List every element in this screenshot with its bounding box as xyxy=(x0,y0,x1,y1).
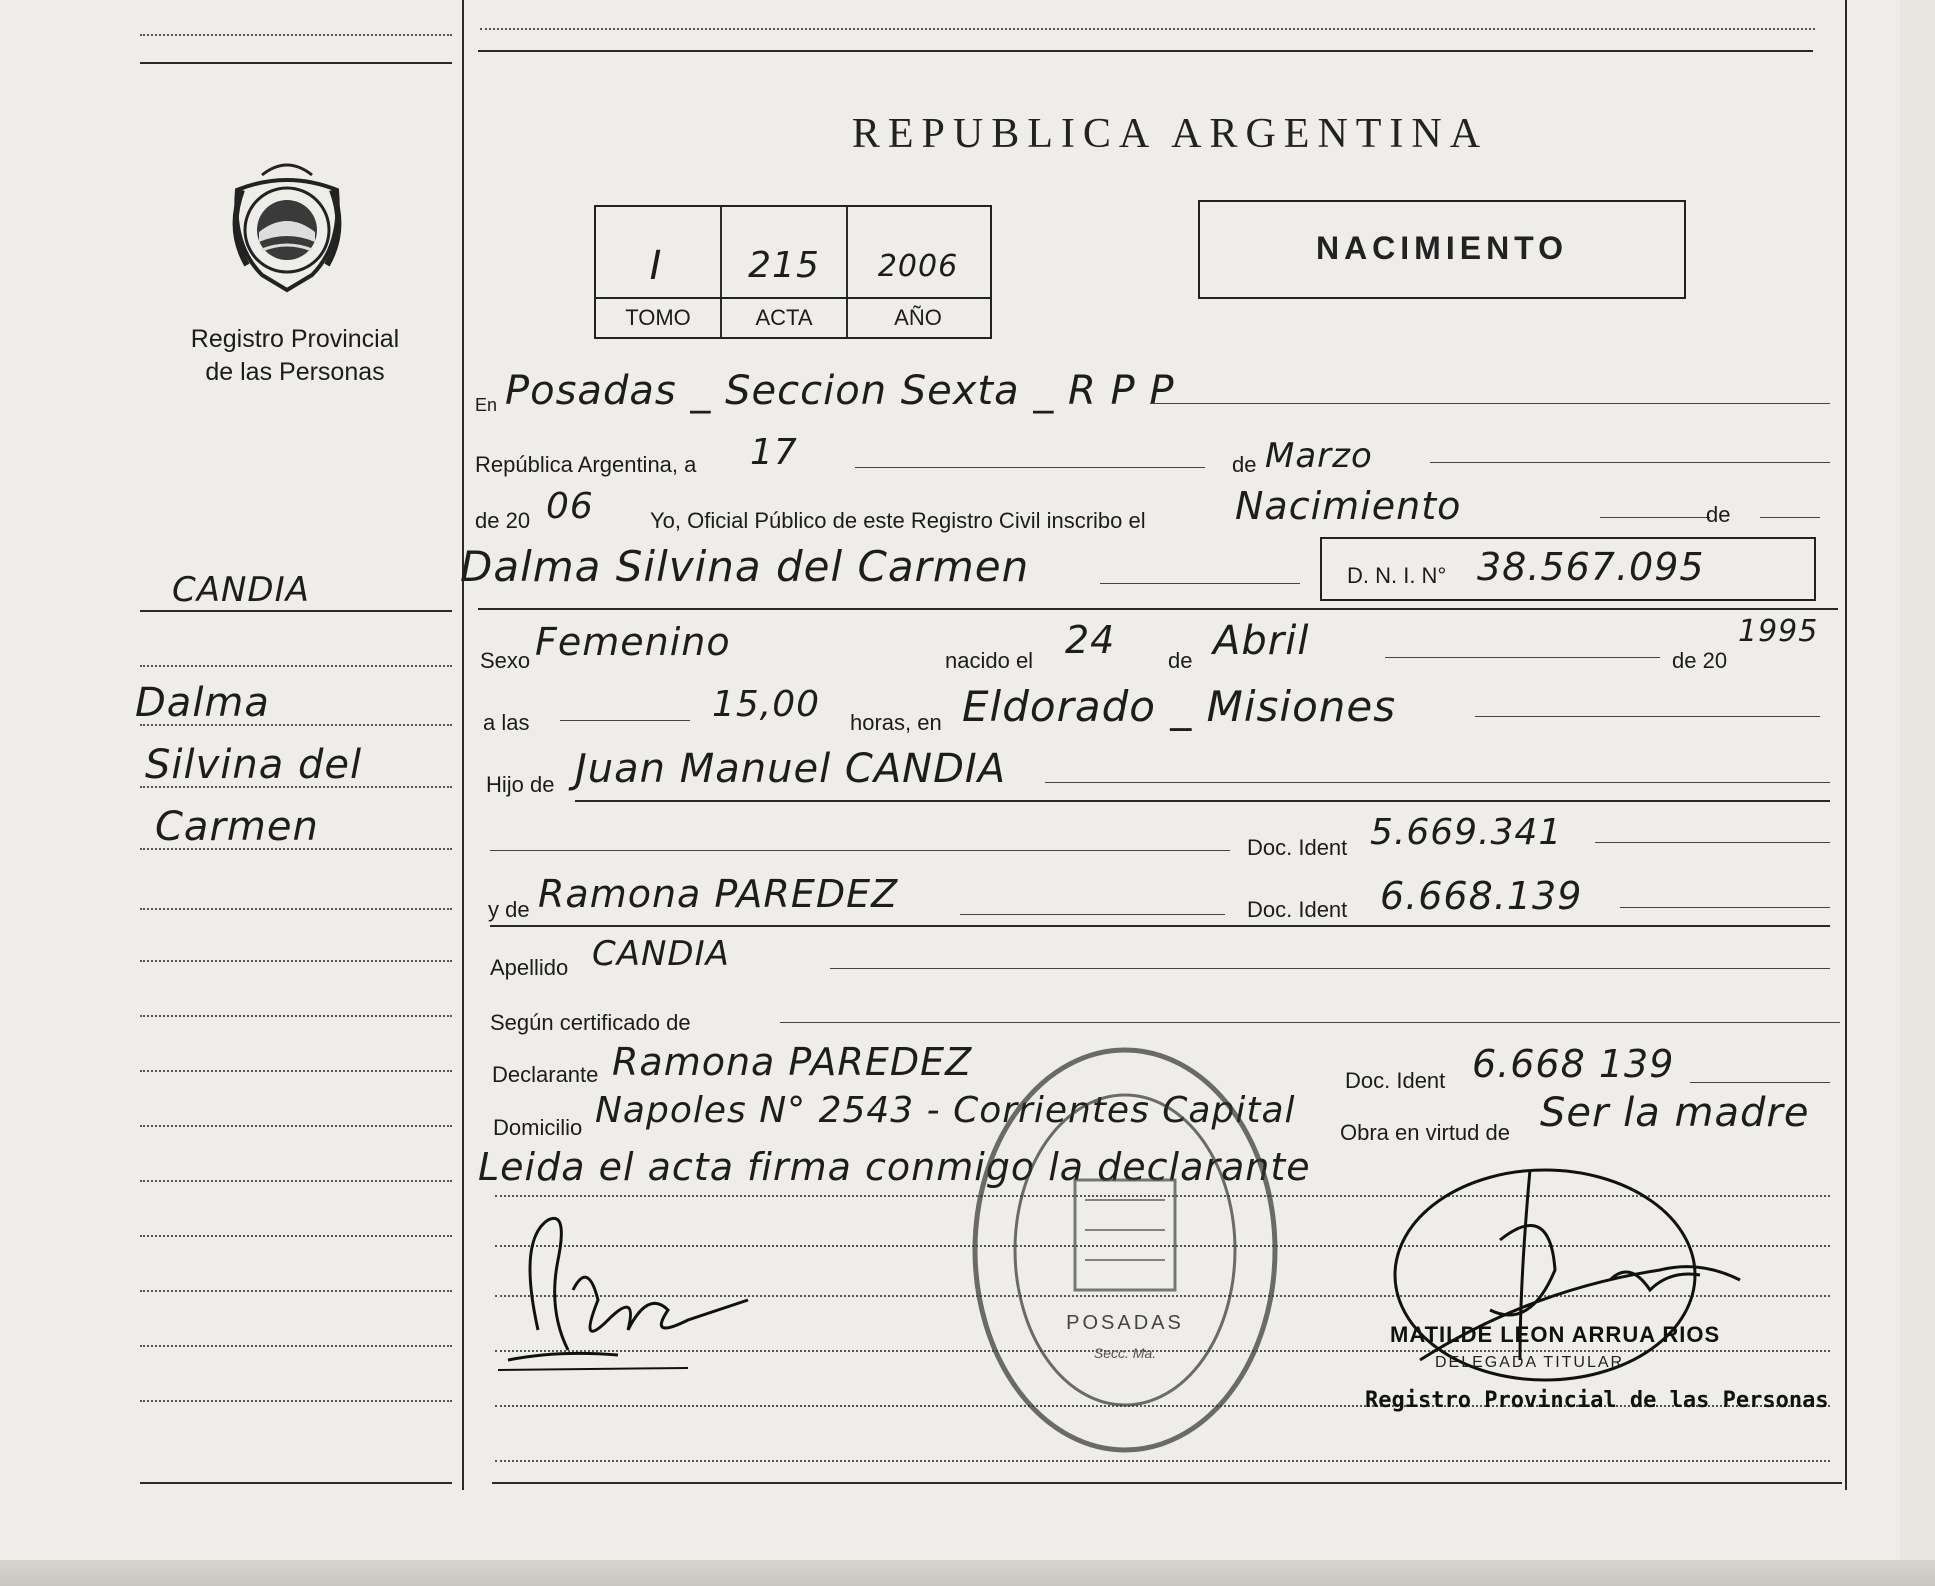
margin-dots xyxy=(140,1180,452,1182)
surname-value: CANDIA xyxy=(592,934,730,974)
section-rule xyxy=(478,608,1838,610)
form-line xyxy=(830,968,1830,969)
margin-dots xyxy=(140,1015,452,1017)
margin-given-name-1: Dalma xyxy=(135,680,270,726)
margin-dots xyxy=(140,1345,452,1347)
page-edge xyxy=(0,1560,1935,1586)
country-heading: REPUBLICA ARGENTINA xyxy=(851,111,1489,157)
margin-divider xyxy=(462,0,464,1490)
form-line xyxy=(1100,583,1300,584)
dni-box xyxy=(1320,537,1816,601)
year-prefix-label: de 20 xyxy=(475,508,531,533)
obra-label: Obra en virtud de xyxy=(1340,1120,1510,1145)
republica-label: República Argentina, a xyxy=(475,452,697,477)
form-line xyxy=(1760,517,1820,518)
form-line xyxy=(490,850,1230,851)
birth-day-value: 24 xyxy=(1065,618,1116,662)
margin-dots xyxy=(140,1070,452,1072)
official-name: MATILDE LEON ARRUA RIOS xyxy=(1390,1322,1721,1347)
form-line xyxy=(780,1022,1840,1023)
horas-label: horas, en xyxy=(850,710,942,735)
father-doc-value: 5.669.341 xyxy=(1370,812,1563,853)
margin-dots xyxy=(140,960,452,962)
dni-value: 38.567.095 xyxy=(1477,545,1705,589)
registry-name-line1: Registro Provincial xyxy=(190,325,400,353)
form-line xyxy=(560,720,690,721)
oficial-text: Yo, Oficial Público de este Registro Civil inscribo el xyxy=(650,508,1146,533)
main-right-border xyxy=(1845,0,1847,1490)
margin-given-name-2: Silvina del xyxy=(145,742,363,788)
section-rule xyxy=(490,925,1830,927)
stamp-sub: Secc. Ma. xyxy=(1093,1345,1157,1361)
margin-dots xyxy=(140,1290,452,1292)
form-line xyxy=(1620,907,1830,908)
margin-top-rule xyxy=(140,62,452,64)
margin-dots xyxy=(140,665,452,667)
form-line xyxy=(1150,403,1830,404)
top-rule xyxy=(478,50,1813,52)
address-value: Napoles N° 2543 - Corrientes Capital xyxy=(595,1090,1296,1131)
reason-value: Ser la madre xyxy=(1540,1090,1810,1136)
de-label: de xyxy=(1706,502,1731,527)
margin-dots xyxy=(140,848,452,850)
century-label: de 20 xyxy=(1672,648,1728,673)
act-type-label: NACIMIENTO xyxy=(1315,230,1569,266)
margin-dots xyxy=(140,786,452,788)
form-line xyxy=(960,914,1225,915)
nacido-label: nacido el xyxy=(945,648,1034,673)
de-label: de xyxy=(1232,452,1257,477)
margin-surname-rule xyxy=(140,610,452,612)
form-line xyxy=(855,467,1205,468)
de-label: de xyxy=(1168,648,1193,673)
domicilio-label: Domicilio xyxy=(493,1115,583,1140)
month-value: Marzo xyxy=(1265,436,1373,476)
anio-value: 2006 xyxy=(877,249,959,284)
form-line xyxy=(1475,716,1820,717)
registry-name-line2: de las Personas xyxy=(205,358,385,386)
acta-label: ACTA xyxy=(755,305,813,330)
form-line xyxy=(1600,517,1710,518)
sex-value: Femenino xyxy=(535,620,731,664)
margin-dots xyxy=(140,724,452,726)
tomo-value: I xyxy=(649,243,663,289)
anio-label: AÑO xyxy=(894,305,942,330)
apellido-label: Apellido xyxy=(490,955,569,980)
birth-year-value: 1995 xyxy=(1738,614,1819,649)
declarant-value: Ramona PAREDEZ xyxy=(612,1040,973,1084)
dni-label: D. N. I. N° xyxy=(1347,563,1447,588)
record-id-table xyxy=(594,205,992,339)
form-line xyxy=(1595,842,1830,843)
form-line xyxy=(495,1460,1830,1462)
margin-dots xyxy=(140,1235,452,1237)
mother-doc-label: Doc. Ident xyxy=(1247,897,1348,922)
mother-doc-value: 6.668.139 xyxy=(1380,874,1583,918)
tomo-label: TOMO xyxy=(625,305,691,330)
official-office: Registro Provincial de las Personas xyxy=(1365,1388,1829,1413)
form-line xyxy=(1045,782,1830,783)
mother-value: Ramona PAREDEZ xyxy=(538,872,899,916)
place-value: Posadas _ Seccion Sexta _ R P P xyxy=(505,368,1175,414)
form-line xyxy=(1385,657,1660,658)
hijo-de-label: Hijo de xyxy=(486,772,555,797)
official-title: DELEGADA TITULAR xyxy=(1435,1354,1625,1371)
closing-statement: Leida el acta firma conmigo la declarante xyxy=(478,1145,1311,1189)
margin-dots xyxy=(140,34,452,36)
father-doc-label: Doc. Ident xyxy=(1247,835,1348,860)
year-suffix-value: 06 xyxy=(546,486,594,527)
time-value: 15,00 xyxy=(712,684,821,725)
bottom-rule xyxy=(492,1482,1842,1484)
margin-bottom-rule xyxy=(140,1482,452,1484)
y-de-label: y de xyxy=(488,897,530,922)
act-kind-value: Nacimiento xyxy=(1235,484,1462,528)
declarante-label: Declarante xyxy=(492,1062,599,1087)
section-rule xyxy=(575,800,1830,802)
father-value: Juan Manuel CANDIA xyxy=(575,746,1007,792)
official-stamp-icon xyxy=(965,1040,1285,1460)
full-name-value: Dalma Silvina del Carmen xyxy=(460,542,1030,591)
margin-dots xyxy=(140,1125,452,1127)
stamp-city: POSADAS xyxy=(1066,1312,1184,1334)
margin-dots xyxy=(140,908,452,910)
segun-cert-label: Según certificado de xyxy=(490,1010,691,1035)
top-dots xyxy=(480,28,1815,30)
form-line xyxy=(1690,1082,1830,1083)
margin-given-name-3: Carmen xyxy=(155,804,319,850)
misiones-provincial-seal-icon xyxy=(222,150,352,300)
a-las-label: a las xyxy=(483,710,530,735)
margin-dots xyxy=(140,1400,452,1402)
birth-place-value: Eldorado _ Misiones xyxy=(962,682,1397,731)
declarant-doc-value: 6.668 139 xyxy=(1472,1042,1675,1086)
birth-month-value: Abril xyxy=(1213,618,1310,664)
declarant-doc-label: Doc. Ident xyxy=(1345,1068,1446,1093)
margin-surname: CANDIA xyxy=(172,570,310,610)
act-type-box xyxy=(1198,200,1686,299)
acta-value: 215 xyxy=(748,245,820,286)
form-line xyxy=(1430,462,1830,463)
en-label: En xyxy=(475,395,498,415)
declarant-signature xyxy=(478,1200,778,1380)
day-value: 17 xyxy=(750,432,798,473)
sexo-label: Sexo xyxy=(480,648,531,673)
